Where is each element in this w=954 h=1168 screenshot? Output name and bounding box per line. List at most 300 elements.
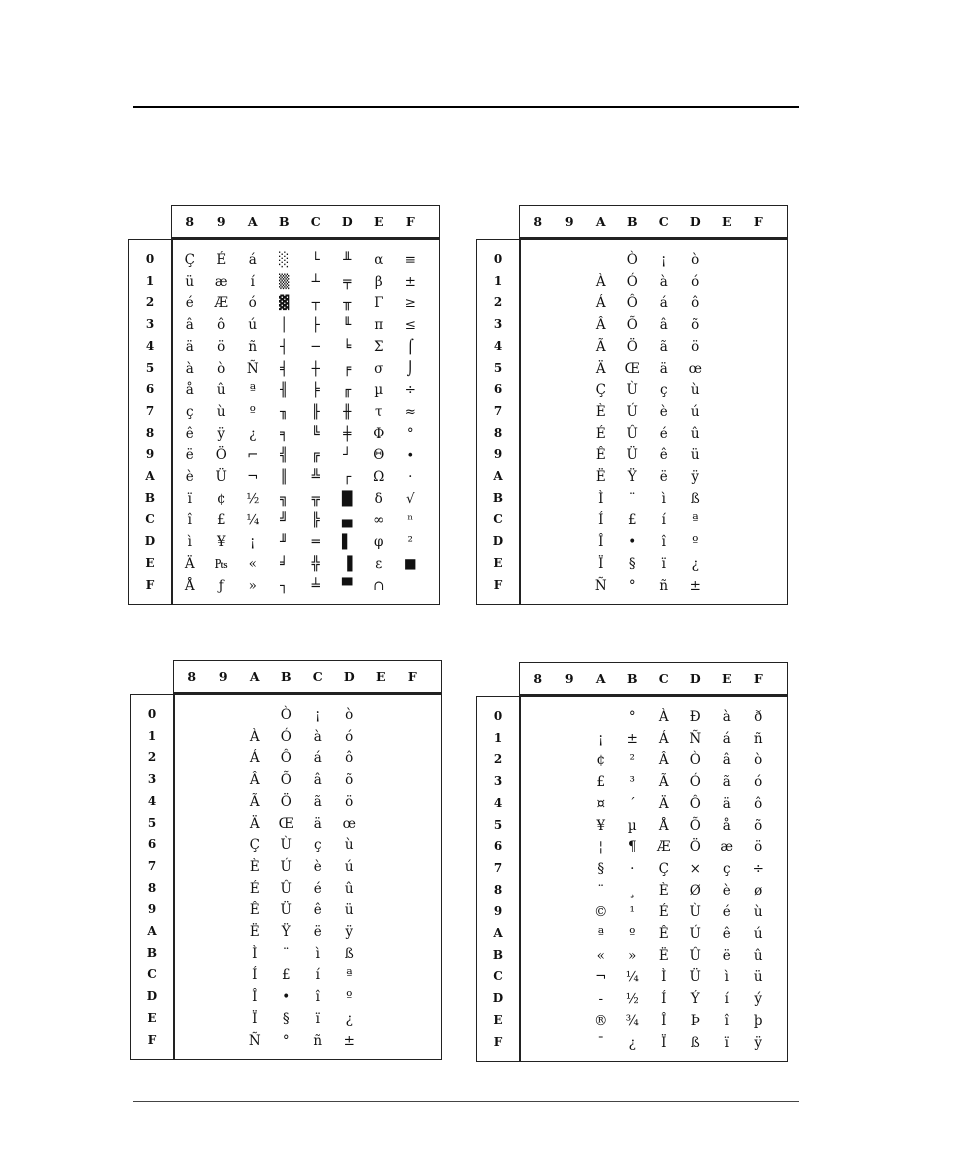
- char-cell: ù: [216, 403, 226, 420]
- char-cell: õ: [345, 772, 354, 789]
- char-cell: Ã: [249, 793, 260, 810]
- char-cell: º: [692, 534, 699, 551]
- char-cell: ¼: [625, 969, 639, 986]
- char-cell: Ì: [661, 969, 667, 986]
- row-header: 4: [145, 338, 155, 353]
- char-cell: í: [250, 273, 255, 290]
- char-cell: ´: [628, 795, 636, 812]
- char-cell: É: [658, 904, 669, 921]
- char-cell: ╦: [311, 490, 320, 507]
- char-cell: ¦: [598, 839, 604, 856]
- column-header: 9: [216, 214, 226, 229]
- char-cell: Ä: [595, 360, 606, 377]
- row-header: B: [146, 945, 158, 960]
- column-header: F: [407, 669, 417, 684]
- char-cell: ç: [313, 837, 322, 854]
- char-cell: ┤: [280, 338, 289, 355]
- row-header: 1: [493, 730, 503, 745]
- row-header: 1: [145, 273, 155, 288]
- table-body: [476, 239, 788, 605]
- char-cell: ä: [659, 360, 668, 377]
- row-header-divider: [519, 697, 521, 1061]
- char-cell: â: [722, 752, 731, 769]
- char-cell: Å: [658, 817, 669, 834]
- column-header: 9: [564, 671, 574, 686]
- row-header: 7: [147, 858, 157, 873]
- char-cell: û: [216, 382, 226, 399]
- char-cell: Á: [249, 750, 260, 767]
- char-cell: Ë: [658, 947, 669, 964]
- char-table-top-right: [476, 205, 788, 605]
- char-cell: ö: [217, 338, 226, 355]
- char-cell: ≈: [404, 403, 416, 420]
- char-cell: ╗: [280, 490, 289, 507]
- char-cell: ¼: [246, 512, 260, 529]
- char-cell: ô: [217, 317, 226, 334]
- table-body: [476, 696, 788, 1062]
- char-cell: Ä: [249, 815, 260, 832]
- char-cell: Ñ: [594, 577, 607, 594]
- char-cell: β: [374, 273, 383, 290]
- column-header-row: [173, 660, 442, 694]
- char-cell: Ç: [184, 252, 195, 268]
- char-cell: Â: [249, 772, 260, 789]
- column-header: F: [405, 214, 415, 229]
- char-cell: ¿: [345, 1010, 353, 1027]
- char-cell: ¡: [598, 730, 604, 747]
- char-cell: ñ: [753, 730, 763, 747]
- char-cell: ê: [185, 425, 194, 442]
- row-header: 5: [493, 817, 503, 832]
- char-cell: Ô: [280, 750, 292, 767]
- column-header: 8: [185, 214, 195, 229]
- char-cell: Ä: [184, 555, 195, 572]
- char-cell: ñ: [313, 1032, 323, 1049]
- char-cell: ¡: [661, 252, 667, 268]
- char-cell: ì: [661, 490, 666, 507]
- row-header: D: [492, 991, 504, 1006]
- char-cell: Ü: [626, 447, 638, 464]
- row-header: 5: [147, 815, 157, 830]
- char-cell: í: [661, 512, 666, 529]
- char-cell: ù: [753, 904, 763, 921]
- char-cell: ╞: [311, 382, 320, 399]
- char-cell: ║: [280, 469, 289, 485]
- top-rule: [133, 106, 799, 108]
- char-cell: ∙: [406, 447, 414, 464]
- char-cell: ã: [722, 774, 731, 791]
- char-cell: ù: [690, 382, 700, 399]
- row-header: A: [147, 924, 157, 938]
- char-cell: ö: [691, 338, 700, 355]
- char-cell: Ç: [249, 837, 260, 854]
- char-cell: Ç: [658, 860, 669, 877]
- char-cell: τ: [375, 403, 383, 420]
- char-cell: ≡: [404, 252, 416, 268]
- column-header: D: [343, 669, 355, 684]
- char-cell: æ: [720, 839, 734, 856]
- char-cell: È: [658, 882, 669, 899]
- char-cell: µ: [374, 382, 384, 399]
- char-cell: α: [374, 252, 384, 268]
- char-cell: └: [311, 252, 320, 268]
- char-cell: œ: [688, 360, 702, 377]
- char-cell: Æ: [656, 839, 671, 856]
- char-cell: ≥: [404, 295, 416, 312]
- char-cell: •: [628, 534, 637, 551]
- char-cell: Ó: [689, 774, 701, 791]
- char-cell: ¿: [628, 1034, 636, 1051]
- char-cell: Θ: [373, 447, 385, 464]
- char-cell: Ò: [689, 752, 701, 769]
- row-header: 4: [147, 793, 157, 808]
- char-cell: ┴: [311, 273, 320, 290]
- row-header: 5: [493, 360, 503, 375]
- char-table-top-left: [128, 205, 440, 605]
- char-cell: Ï: [252, 1010, 258, 1027]
- char-cell: ø: [754, 882, 763, 899]
- char-cell: ò: [217, 360, 226, 377]
- char-cell: à: [659, 273, 668, 290]
- char-cell: ç: [185, 403, 194, 420]
- column-header-row: [171, 205, 440, 239]
- char-cell: ñ: [659, 577, 669, 594]
- char-cell: ÿ: [217, 425, 226, 442]
- char-cell: ╢: [280, 382, 289, 399]
- char-cell: Ö: [689, 839, 701, 856]
- char-cell: ╥: [343, 295, 352, 312]
- column-header: E: [375, 669, 386, 684]
- char-cell: ù: [344, 837, 354, 854]
- char-cell: À: [658, 709, 669, 725]
- char-cell: ╘: [343, 338, 352, 355]
- char-cell: Ü: [215, 469, 227, 485]
- char-cell: ═: [311, 534, 320, 551]
- char-cell: ¥: [216, 534, 226, 551]
- char-cell: Ù: [626, 382, 638, 399]
- char-cell: Î: [661, 1012, 667, 1029]
- column-header: A: [249, 669, 260, 684]
- char-cell: Ú: [626, 403, 638, 420]
- char-cell: Û: [689, 947, 701, 964]
- char-cell: ∞: [373, 512, 385, 529]
- char-cell: ■: [403, 555, 417, 572]
- char-cell: È: [595, 403, 606, 420]
- row-header: 2: [147, 750, 157, 765]
- row-header: C: [145, 512, 155, 527]
- char-cell: î: [661, 534, 666, 551]
- char-cell: ö: [754, 839, 763, 856]
- char-cell: É: [595, 425, 606, 442]
- column-header: C: [658, 671, 669, 686]
- char-cell: ±: [626, 730, 638, 747]
- char-cell: ò: [691, 252, 700, 268]
- row-header: B: [144, 490, 156, 505]
- column-header: A: [247, 214, 258, 229]
- char-cell: Í: [661, 991, 667, 1008]
- column-header: B: [626, 214, 638, 229]
- row-header: 2: [493, 295, 503, 310]
- char-cell: °: [628, 709, 636, 725]
- row-header: E: [145, 555, 155, 570]
- char-cell: å: [185, 382, 194, 399]
- char-cell: ╫: [343, 403, 352, 420]
- char-cell: Ÿ: [627, 469, 637, 485]
- char-cell: §: [282, 1010, 290, 1027]
- char-cell: È: [249, 858, 260, 875]
- char-cell: Ï: [661, 1034, 667, 1051]
- column-header: B: [278, 214, 290, 229]
- char-cell: ╕: [280, 425, 289, 442]
- char-cell: ¶: [627, 839, 637, 856]
- char-cell: Ü: [280, 902, 292, 919]
- char-cell: è: [313, 858, 322, 875]
- char-cell: Á: [595, 295, 606, 312]
- char-cell: ╤: [343, 273, 352, 290]
- column-header: 8: [533, 671, 543, 686]
- char-cell: ®: [594, 1012, 608, 1029]
- char-cell: ³: [629, 774, 635, 791]
- row-header: 0: [147, 707, 157, 721]
- char-cell: Ë: [249, 924, 260, 940]
- char-cell: þ: [753, 1012, 763, 1029]
- char-cell: í: [315, 967, 320, 984]
- char-cell: ü: [185, 273, 195, 290]
- char-cell: ¯: [597, 1034, 605, 1051]
- row-header: B: [492, 490, 504, 505]
- row-header-divider: [173, 695, 175, 1059]
- char-cell: ╠: [311, 512, 320, 529]
- char-cell: Ê: [249, 902, 260, 919]
- char-cell: ï: [315, 1010, 320, 1027]
- char-cell: ï: [661, 555, 666, 572]
- table-body: [130, 694, 442, 1060]
- char-cell: ╡: [280, 360, 289, 377]
- char-cell: ë: [313, 924, 322, 940]
- char-cell: ß: [690, 1034, 700, 1051]
- char-cell: •: [282, 989, 291, 1006]
- char-cell: à: [185, 360, 194, 377]
- char-cell: è: [185, 469, 194, 485]
- char-cell: ª: [249, 382, 256, 399]
- char-cell: ÷: [752, 860, 764, 877]
- char-cell: É: [249, 880, 260, 897]
- char-cell: ¿: [691, 555, 699, 572]
- column-header-row: [519, 205, 788, 239]
- column-header: F: [753, 671, 763, 686]
- row-header: F: [145, 577, 155, 592]
- row-header-divider: [171, 240, 173, 604]
- char-cell: õ: [691, 317, 700, 334]
- char-cell: ¬: [595, 969, 607, 986]
- char-cell: Ò: [280, 707, 292, 723]
- column-header: C: [658, 214, 669, 229]
- char-cell: õ: [754, 817, 763, 834]
- char-cell: ¤: [596, 795, 606, 812]
- char-cell: ÿ: [345, 924, 354, 940]
- char-cell: ¢: [216, 490, 226, 507]
- char-cell: ±: [404, 273, 416, 290]
- char-cell: Õ: [626, 317, 638, 334]
- char-cell: ¡: [250, 534, 256, 551]
- char-cell: º: [249, 403, 256, 420]
- row-header: E: [493, 1012, 503, 1027]
- row-header: F: [493, 577, 503, 592]
- char-cell: █: [342, 490, 353, 507]
- row-header: 7: [493, 860, 503, 875]
- char-cell: Þ: [690, 1012, 700, 1029]
- char-table-bottom-right: [476, 662, 788, 1062]
- char-cell: ó: [754, 774, 763, 791]
- char-cell: á: [313, 750, 322, 767]
- char-cell: °: [282, 1032, 290, 1049]
- char-cell: ¥: [596, 817, 606, 834]
- char-cell: ≤: [404, 317, 416, 334]
- char-cell: Ê: [658, 926, 669, 942]
- row-header: 0: [493, 709, 503, 723]
- char-cell: á: [248, 252, 257, 268]
- char-cell: ï: [724, 1034, 729, 1051]
- char-cell: ñ: [248, 338, 258, 355]
- row-header: C: [147, 967, 157, 982]
- char-cell: £: [627, 512, 637, 529]
- char-cell: ²: [629, 752, 635, 769]
- char-cell: ÿ: [691, 469, 700, 485]
- char-cell: ⁿ: [407, 512, 414, 529]
- char-cell: Õ: [689, 817, 701, 834]
- char-cell: ö: [345, 793, 354, 810]
- row-header: A: [493, 926, 503, 940]
- char-cell: Ç: [595, 382, 606, 399]
- char-cell: «: [596, 947, 605, 964]
- char-cell: ▓: [279, 295, 290, 312]
- char-cell: ä: [313, 815, 322, 832]
- char-cell: Ø: [689, 882, 701, 899]
- column-header: 8: [187, 669, 197, 684]
- char-cell: ú: [344, 858, 354, 875]
- char-cell: ▀: [342, 577, 353, 594]
- row-header: 6: [147, 837, 157, 852]
- char-cell: ╪: [343, 425, 352, 442]
- row-header: 3: [493, 317, 503, 332]
- table-body: [128, 239, 440, 605]
- char-cell: ä: [185, 338, 194, 355]
- char-cell: á: [659, 295, 668, 312]
- char-cell: ô: [345, 750, 354, 767]
- char-cell: ∩: [373, 577, 385, 594]
- char-cell: è: [659, 403, 668, 420]
- char-cell: Γ: [374, 295, 384, 312]
- char-cell: Ñ: [246, 360, 259, 377]
- column-header: E: [373, 214, 384, 229]
- char-cell: Å: [184, 577, 195, 594]
- row-header: 0: [145, 252, 155, 266]
- char-cell: ª: [692, 512, 699, 529]
- char-cell: ⌐: [247, 447, 259, 464]
- row-header: A: [493, 469, 503, 483]
- char-cell: Ö: [626, 338, 638, 355]
- char-cell: »: [248, 577, 257, 594]
- column-header: A: [595, 214, 606, 229]
- char-cell: à: [722, 709, 731, 725]
- char-cell: Ω: [373, 469, 385, 485]
- char-cell: ¢: [596, 752, 606, 769]
- column-header: D: [689, 671, 701, 686]
- char-cell: ¸: [628, 882, 636, 899]
- char-cell: ë: [659, 469, 668, 485]
- column-header: C: [312, 669, 323, 684]
- char-cell: §: [628, 555, 636, 572]
- char-cell: ▒: [279, 273, 290, 290]
- char-cell: ¨: [628, 490, 636, 507]
- char-cell: φ: [374, 534, 384, 551]
- char-cell: Œ: [278, 815, 294, 832]
- char-cell: π: [374, 317, 384, 334]
- column-header: A: [595, 671, 606, 686]
- char-cell: ü: [753, 969, 763, 986]
- char-cell: º: [346, 989, 353, 1006]
- row-header: 6: [493, 382, 503, 397]
- char-cell: ò: [754, 752, 763, 769]
- char-cell: û: [753, 947, 763, 964]
- char-cell: Ÿ: [281, 924, 291, 940]
- char-cell: ▄: [342, 512, 353, 529]
- char-cell: ┼: [311, 360, 320, 377]
- column-header: 8: [533, 214, 543, 229]
- char-cell: Î: [598, 534, 604, 551]
- char-cell: ╔: [311, 447, 320, 464]
- char-cell: í: [724, 991, 729, 1008]
- char-cell: Ö: [280, 793, 292, 810]
- column-header-row: [519, 662, 788, 696]
- char-cell: Û: [626, 425, 638, 442]
- char-cell: ─: [311, 338, 320, 355]
- char-cell: │: [280, 317, 289, 334]
- char-cell: ¨: [597, 882, 605, 899]
- row-header: D: [146, 989, 158, 1004]
- char-cell: î: [187, 512, 192, 529]
- char-cell: Î: [252, 989, 258, 1006]
- char-cell: Ñ: [689, 730, 702, 747]
- char-cell: ã: [659, 338, 668, 355]
- row-header: 3: [145, 317, 155, 332]
- char-cell: Û: [280, 880, 292, 897]
- char-cell: ƒ: [218, 577, 224, 594]
- row-header: 8: [493, 425, 503, 440]
- char-cell: û: [344, 880, 354, 897]
- char-cell: Œ: [624, 360, 640, 377]
- char-cell: Ã: [595, 338, 606, 355]
- char-cell: δ: [374, 490, 383, 507]
- char-cell: ô: [691, 295, 700, 312]
- char-cell: à: [313, 728, 322, 745]
- row-header: 8: [145, 425, 155, 440]
- char-cell: °: [406, 425, 414, 442]
- char-cell: ±: [689, 577, 701, 594]
- row-header: F: [493, 1034, 503, 1049]
- char-cell: æ: [214, 273, 228, 290]
- char-cell: ¬: [247, 469, 259, 485]
- char-cell: ü: [690, 447, 700, 464]
- row-header: F: [147, 1032, 157, 1047]
- bottom-rule: [133, 1101, 799, 1102]
- char-cell: º: [629, 926, 636, 942]
- char-cell: ½: [246, 490, 260, 507]
- column-header: 9: [218, 669, 228, 684]
- char-cell: °: [628, 577, 636, 594]
- row-header: 8: [147, 880, 157, 895]
- row-header: B: [492, 947, 504, 962]
